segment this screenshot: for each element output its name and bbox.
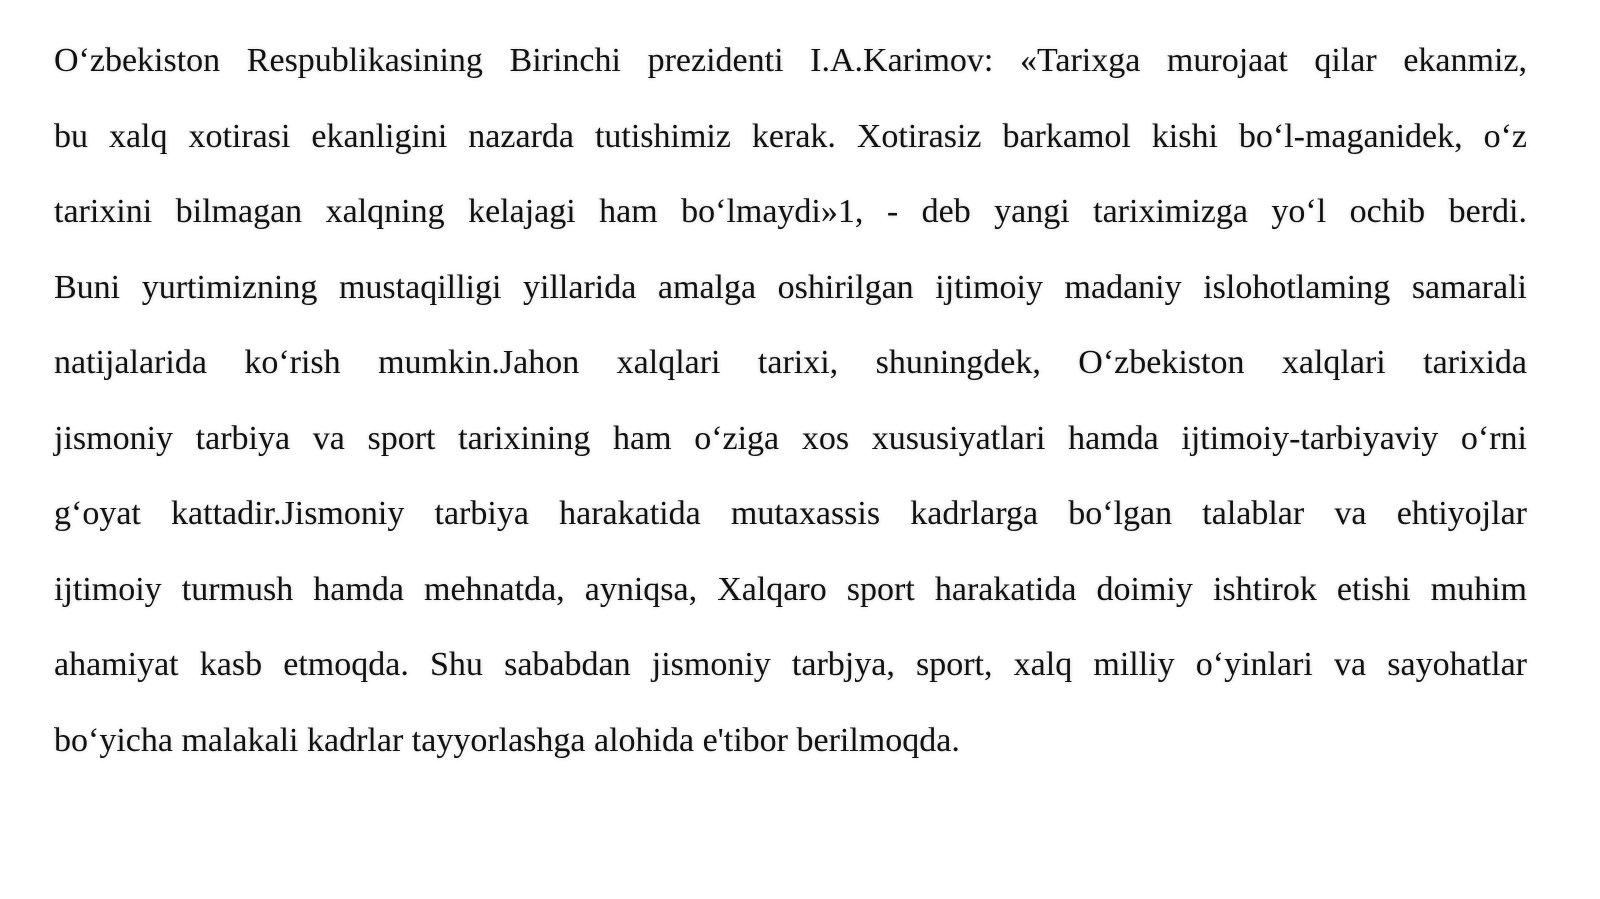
paragraph-line: Buni yurtimizning mustaqilligi yillarida amalga oshirilgan ijtimoiy madaniy islohotlaming samarali	[54, 268, 1527, 306]
paragraph-line: jismoniy tarbiya va sport tarixining ham o‘ziga xos xususiyatlari hamda ijtimoiy-tarbiyaviy o‘rni	[54, 419, 1527, 457]
paragraph-line: bo‘yicha malakali kadrlar tayyorlashga alohida e'tibor berilmoqda.	[54, 721, 960, 759]
paragraph-line: tarixini bilmagan xalqning kelajagi ham bo‘lmaydi»1, - deb yangi tariximizga yo‘l ochib berdi.	[54, 193, 1527, 230]
paragraph-line: O‘zbekiston Respublikasining Birinchi prezidenti I.A.Karimov: «Tarixga murojaat qilar ekanmiz,	[54, 42, 1527, 79]
paragraph-line: bu xalq xotirasi ekanligini nazarda tutishimiz kerak. Xotirasiz barkamol kishi bo‘l-maganidek, o‘z	[54, 117, 1527, 155]
paragraph-line: natijalarida ko‘rish mumkin.Jahon xalqlari tarixi, shuningdek, O‘zbekiston xalqlari tarixida	[54, 344, 1527, 381]
body-paragraph	[54, 23, 1527, 778]
paragraph-line: ahamiyat kasb etmoqda. Shu sababdan jismoniy tarbjya, sport, xalq milliy o‘yinlari va sayohatlar	[54, 646, 1527, 683]
paragraph-line: g‘oyat kattadir.Jismoniy tarbiya harakatida mutaxassis kadrlarga bo‘lgan talablar va ehtiyojlar	[54, 495, 1527, 532]
paragraph-line: ijtimoiy turmush hamda mehnatda, ayniqsa, Xalqaro sport harakatida doimiy ishtirok etishi muhim	[54, 570, 1527, 608]
